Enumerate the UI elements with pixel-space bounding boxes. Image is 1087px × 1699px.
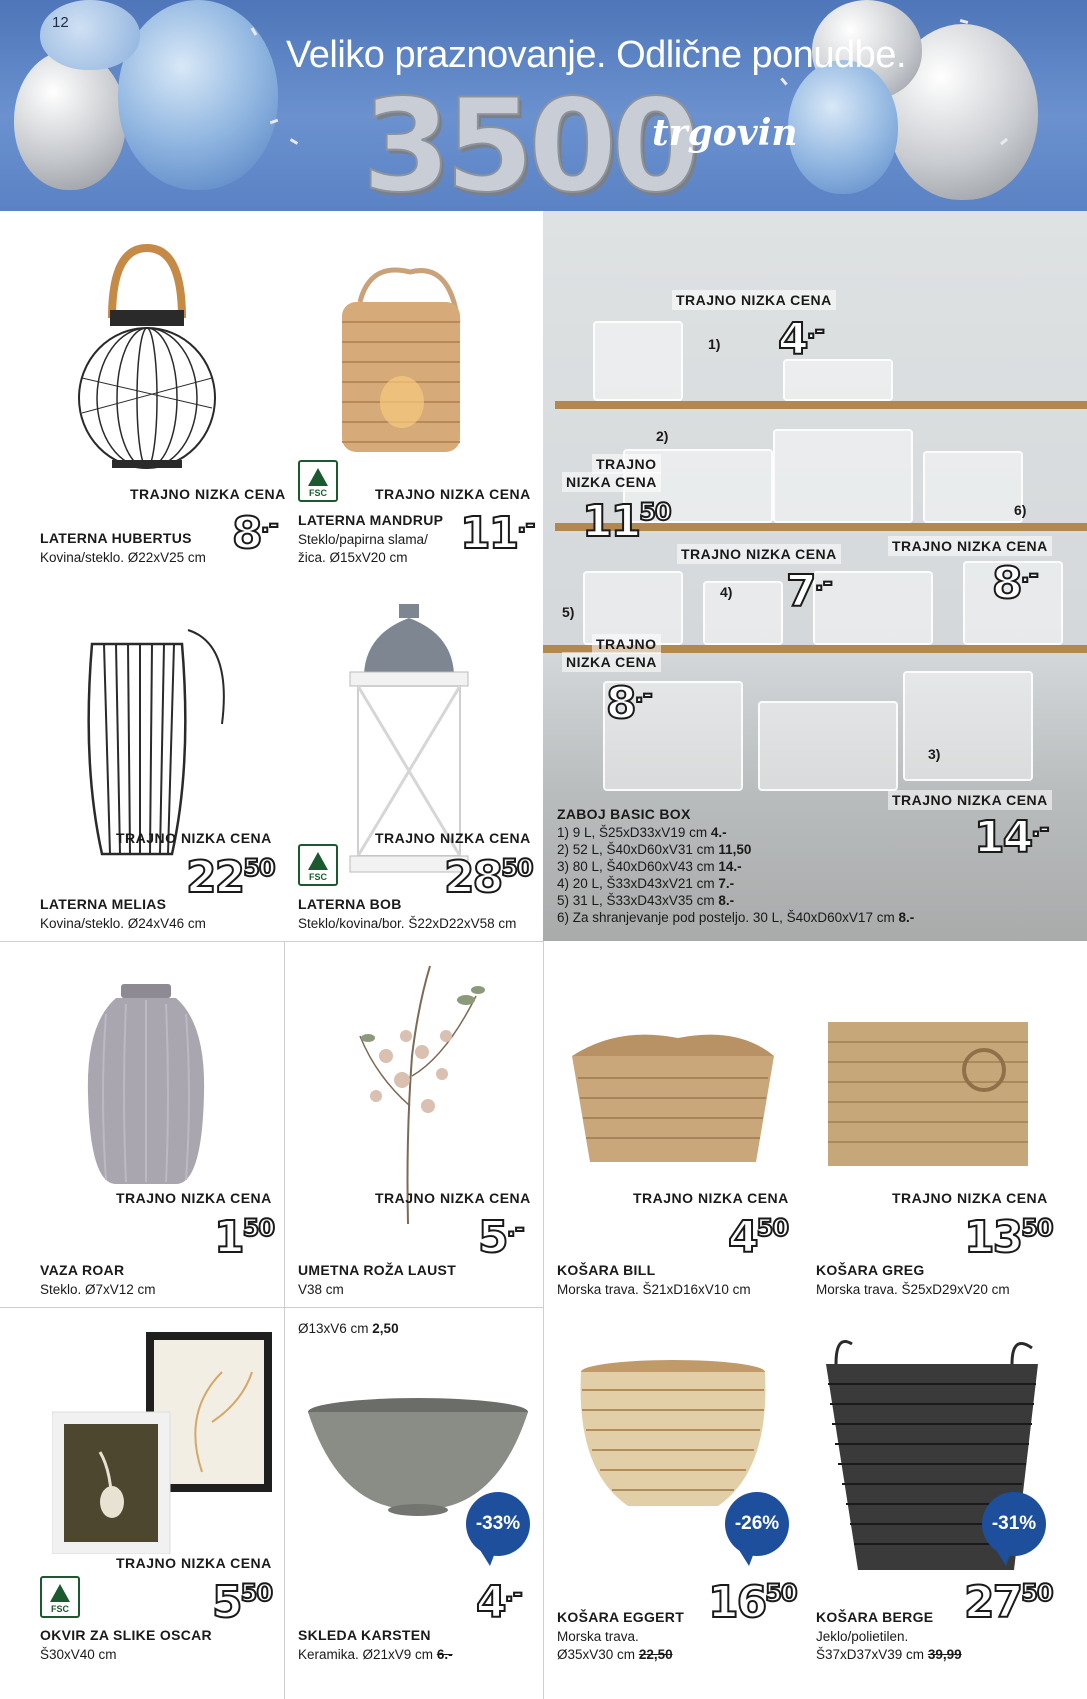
old-price: 39,99 (927, 1647, 962, 1662)
price-main: 4 (476, 1577, 505, 1628)
tree-icon (308, 468, 328, 486)
basic-box-line (557, 892, 1077, 909)
line-price: 14.- (718, 859, 742, 874)
price-decimal: 50 (765, 1579, 797, 1607)
price-main: 1 (214, 1212, 243, 1263)
tag-trajno-nizka-cena: TRAJNO NIZKA CENA (375, 830, 531, 846)
tag-trajno-nizka-cena: TRAJNO NIZKA CENA (633, 1190, 789, 1206)
product-desc-bob: Steklo/kovina/bor. Š22xD22xV58 cm (298, 916, 517, 931)
price-laust (478, 1212, 524, 1263)
fsc-label: FSC (309, 872, 327, 882)
tag-trajno-nizka-cena: TRAJNO NIZKA CENA (375, 486, 531, 502)
marker-6: 6) (1014, 502, 1027, 518)
price-main: 28 (444, 852, 502, 903)
product-desc-mandrup-1: Steklo/papirna slama/ (298, 532, 428, 547)
storage-box (703, 581, 783, 645)
product-desc-roar: Steklo. Ø7xV12 cm (40, 1282, 156, 1297)
tag-trajno-nizka-cena-line1: TRAJNO (592, 634, 661, 654)
price-main: 8 (606, 678, 635, 729)
product-desc-eggert-2 (557, 1646, 673, 1663)
product-name-bob: LATERNA BOB (298, 896, 402, 912)
product-desc-mandrup-2: žica. Ø15xV20 cm (298, 550, 408, 565)
price-main: 16 (708, 1577, 766, 1628)
basic-box-line (557, 824, 1077, 841)
price-decimal: .- (1020, 560, 1038, 588)
price-melias (186, 852, 275, 903)
price-decimal: .- (260, 510, 278, 538)
product-desc-greg: Morska trava. Š25xD29xV20 cm (816, 1282, 1010, 1297)
price-decimal: 50 (639, 498, 671, 526)
price-main: 13 (964, 1212, 1022, 1263)
basket-eggert-image (578, 1360, 768, 1510)
line-text: 1) 9 L, Š25xD33xV19 cm (557, 825, 708, 840)
price-decimal: 50 (501, 854, 533, 882)
tag-trajno-nizka-cena: TRAJNO NIZKA CENA (677, 544, 841, 564)
tag-trajno-nizka-cena-line2: NIZKA CENA (562, 652, 661, 672)
line-price: 8.- (898, 910, 915, 925)
price-roar (214, 1212, 275, 1263)
marker-5: 5) (562, 604, 575, 620)
product-name-greg: KOŠARA GREG (816, 1262, 925, 1278)
tag-trajno-nizka-cena-line2: NIZKA CENA (562, 472, 661, 492)
divider (0, 941, 543, 942)
price-decimal: 50 (756, 1214, 789, 1242)
marker-3: 3) (928, 746, 941, 762)
tag-trajno-nizka-cena: TRAJNO NIZKA CENA (375, 1190, 531, 1206)
price-decimal: 50 (242, 1214, 275, 1242)
product-desc-oscar: Š30xV40 cm (40, 1647, 117, 1662)
tag-trajno-nizka-cena: TRAJNO NIZKA CENA (116, 830, 272, 846)
product-desc-eggert: Morska trava. (557, 1629, 639, 1644)
product-desc-berge: Jeklo/polietilen. (816, 1629, 909, 1644)
tag-trajno-nizka-cena: TRAJNO NIZKA CENA (130, 486, 286, 502)
storage-box (923, 451, 1023, 523)
note-size: Ø13xV6 cm (298, 1321, 369, 1336)
note-price: 2,50 (372, 1321, 399, 1336)
flower-laust-image (346, 956, 496, 1226)
storage-box (773, 429, 913, 523)
product-name-hubertus: LATERNA HUBERTUS (40, 530, 192, 546)
product-name-laust: UMETNA ROŽA LAUST (298, 1262, 457, 1278)
price-box-5 (606, 678, 652, 729)
fsc-logo (298, 844, 338, 886)
divider (284, 941, 285, 1699)
fsc-logo (40, 1576, 80, 1618)
basic-box-details (557, 824, 1077, 926)
price-main: 14 (974, 812, 1032, 863)
line-price: 11,50 (718, 842, 752, 857)
line-text: 2) 52 L, Š40xD60xV31 cm (557, 842, 715, 857)
banner-tagline: Veliko praznovanje. Odlične ponudbe. (286, 34, 907, 76)
price-greg (964, 1212, 1053, 1263)
line-price: 4.- (710, 825, 727, 840)
price-box-1 (778, 314, 824, 365)
product-name-karsten: SKLEDA KARSTEN (298, 1627, 431, 1643)
price-main: 8 (992, 558, 1021, 609)
fsc-label: FSC (51, 1604, 69, 1614)
product-desc-melias: Kovina/steklo. Ø24xV46 cm (40, 916, 206, 931)
storage-box (783, 359, 893, 401)
price-mandrup (460, 508, 535, 559)
price-berge (964, 1577, 1053, 1628)
product-name-oscar: OKVIR ZA SLIKE OSCAR (40, 1627, 212, 1643)
desc-text: Ø35xV30 cm (557, 1647, 636, 1662)
tag-trajno-nizka-cena-line1: TRAJNO (592, 454, 661, 474)
storage-box (758, 701, 898, 791)
line-text: 4) 20 L, Š33xD43xV21 cm (557, 876, 715, 891)
fsc-label: FSC (309, 488, 327, 498)
price-main: 7 (786, 566, 815, 617)
balloon-blue-small (40, 0, 140, 70)
desc-text: Š37xD37xV39 cm (816, 1647, 925, 1662)
shelf-plank (555, 401, 1087, 409)
lantern-hubertus-image (72, 238, 222, 478)
desc-text: Keramika. Ø21xV9 cm (298, 1647, 434, 1662)
confetti (290, 138, 298, 145)
product-name-berge: KOŠARA BERGE (816, 1609, 934, 1625)
balloon-silver-left (14, 50, 126, 190)
price-bill (728, 1212, 789, 1263)
price-oscar (212, 1577, 273, 1628)
price-decimal: .- (517, 510, 535, 538)
price-eggert (708, 1577, 797, 1628)
price-decimal: 50 (1021, 1579, 1053, 1607)
price-main: 27 (964, 1577, 1022, 1628)
tag-trajno-nizka-cena: TRAJNO NIZKA CENA (888, 790, 1052, 810)
marker-1: 1) (708, 336, 721, 352)
price-main: 4 (728, 1212, 757, 1263)
old-price: 22,50 (638, 1647, 673, 1662)
price-decimal: .- (1031, 814, 1049, 842)
price-main: 11 (582, 496, 640, 547)
storage-box (903, 671, 1033, 781)
discount-badge-karsten: -33% (466, 1492, 530, 1556)
divider (0, 1307, 543, 1308)
price-main: 5 (212, 1577, 241, 1628)
price-decimal: 50 (1021, 1214, 1053, 1242)
tag-trajno-nizka-cena: TRAJNO NIZKA CENA (116, 1555, 272, 1571)
price-box-6 (992, 558, 1038, 609)
price-decimal: .- (634, 680, 652, 708)
product-desc-karsten (298, 1646, 453, 1663)
price-main: 11 (460, 508, 518, 559)
line-text: 5) 31 L, Š33xD43xV35 cm (557, 893, 715, 908)
price-main: 5 (478, 1212, 507, 1263)
tag-trajno-nizka-cena: TRAJNO NIZKA CENA (116, 1190, 272, 1206)
storage-box (593, 321, 683, 401)
price-main: 8 (232, 508, 261, 559)
product-desc-hubertus: Kovina/steklo. Ø22xV25 cm (40, 550, 206, 565)
line-price: 7.- (718, 876, 735, 891)
product-name-roar: VAZA ROAR (40, 1262, 125, 1278)
tag-trajno-nizka-cena: TRAJNO NIZKA CENA (672, 290, 836, 310)
price-hubertus (232, 508, 278, 559)
line-text: 3) 80 L, Š40xD60xV43 cm (557, 859, 715, 874)
product-name-eggert: KOŠARA EGGERT (557, 1609, 685, 1625)
price-bob (444, 852, 533, 903)
lantern-melias-image (82, 624, 232, 864)
tag-trajno-nizka-cena: TRAJNO NIZKA CENA (888, 536, 1052, 556)
price-decimal: .- (506, 1214, 524, 1242)
product-name-basic-box: ZABOJ BASIC BOX (557, 806, 691, 822)
price-box-4 (786, 566, 832, 617)
tag-trajno-nizka-cena: TRAJNO NIZKA CENA (892, 1190, 1048, 1206)
price-karsten (476, 1577, 522, 1628)
line-text: 6) Za shranjevanje pod posteljo. 30 L, Š40xD60xV17 cm (557, 910, 895, 925)
product-desc-berge-2 (816, 1646, 962, 1663)
basic-box-line (557, 841, 1077, 858)
product-name-mandrup: LATERNA MANDRUP (298, 512, 444, 528)
balloon-blue-right (788, 60, 898, 194)
marker-4: 4) (720, 584, 733, 600)
old-price: 6.- (436, 1647, 453, 1662)
product-desc-bill: Morska trava. Š21xD16xV10 cm (557, 1282, 751, 1297)
tree-icon (308, 852, 328, 870)
banner-big-number: 3500 (362, 72, 695, 211)
basic-box-line (557, 909, 1077, 926)
marker-2: 2) (656, 428, 669, 444)
page-number: 12 (52, 14, 69, 31)
price-decimal: .- (806, 316, 824, 344)
line-price: 8.- (718, 893, 735, 908)
confetti (780, 77, 787, 85)
vase-roar-image (86, 984, 206, 1188)
discount-badge-berge: -31% (982, 1492, 1046, 1556)
price-box-2 (582, 496, 671, 547)
price-decimal: .- (814, 568, 832, 596)
basket-greg-image (826, 1012, 1030, 1168)
basic-box-line (557, 858, 1077, 875)
product-desc-laust: V38 cm (298, 1282, 344, 1297)
basket-bill-image (568, 1026, 778, 1166)
discount-badge-eggert: -26% (725, 1492, 789, 1556)
fsc-logo (298, 460, 338, 502)
price-decimal: 50 (243, 854, 275, 882)
price-main: 22 (186, 852, 244, 903)
header-banner (0, 0, 1087, 211)
price-main: 4 (778, 314, 807, 365)
basic-box-line (557, 875, 1077, 892)
lantern-mandrup-image (330, 262, 490, 458)
price-decimal: .- (504, 1579, 522, 1607)
frame-oscar-image (52, 1332, 274, 1554)
tree-icon (50, 1584, 70, 1602)
karsten-small-note (298, 1320, 399, 1337)
banner-suffix: trgovin (652, 112, 798, 154)
divider (543, 941, 544, 1699)
product-name-melias: LATERNA MELIAS (40, 896, 167, 912)
product-name-bill: KOŠARA BILL (557, 1262, 656, 1278)
price-decimal: 50 (240, 1579, 273, 1607)
